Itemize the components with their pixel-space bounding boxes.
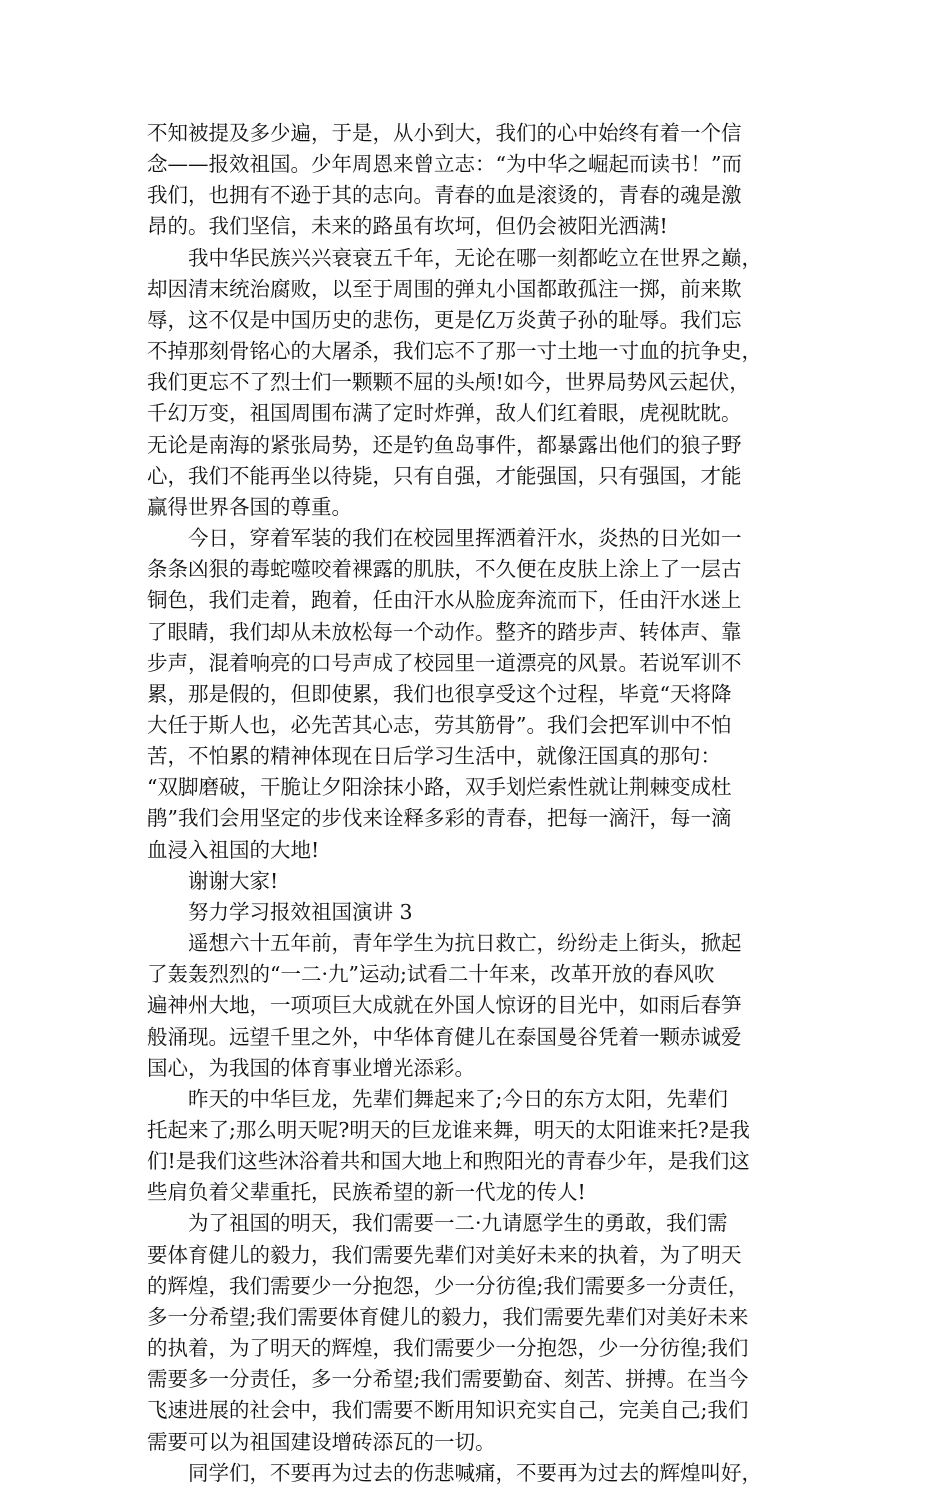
closing-line: 谢谢大家! <box>188 868 279 893</box>
document-page <box>147 118 827 1489</box>
paragraph: 不知被提及多少遍，于是，从小到大，我们的心中始终有着一个信 念——报效祖国。少年周恩来曾立志：“为中华之崛起而读书！”而 我们，也拥有不逊于其的志向。青春的血是滚烫的，青春的魂是激 昂的。我们坚信，未来的路虽有坎坷，但仍会被阳光洒满! <box>147 121 742 239</box>
paragraph: 同学们，不要再为过去的伤悲喊痛，不要再为过去的辉煌叫好， <box>188 1460 762 1485</box>
paragraph: 为了祖国的明天，我们需要一二·九请愿学生的勇敢，我们需 要体育健儿的毅力，我们需要先辈们对美好未来的执着，为了明天 的辉煌，我们需要少一分抱怨，少一分彷徨;我们需要多一分责任， 多一分希望;我们需要体育健儿的毅力，我们需要先辈们对美好未来 的执着，为了明天的辉煌，我们需要少一分抱怨，少一分彷徨;我们 需要多一分责任，多一分希望;我们需要勤奋、刻苦、拼搏。在当今 飞速进展的社会中，我们需要不断用知识充实自己，完美自己;我们 需要可以为祖国建设增砖添瓦的一切。 <box>147 1211 749 1454</box>
paragraph: 昨天的中华巨龙，先辈们舞起来了;今日的东方太阳，先辈们 托起来了;那么明天呢?明天的巨龙谁来舞，明天的太阳谁来托?是我 们!是我们这些沐浴着共和国大地上和煦阳光的青春少年，是我们这 些肩负着父辈重托，民族希望的新一代龙的传人! <box>147 1086 750 1205</box>
paragraph: 我中华民族兴兴衰衰五千年，无论在哪一刻都屹立在世界之巅， 却因清末统治腐败，以至于周围的弹丸小国都敢孤注一掷，前来欺 辱，这不仅是中国历史的悲伤，更是亿万炎黄子孙的耻辱。我们忘 不掉那刻骨铭心的大屠杀，我们忘不了那一寸土地一寸血的抗争史， 我们更忘不了烈士们一颗颗不屈的头颅!如今，世界局势风云起伏， 千幻万变，祖国周围布满了定时炸弹，敌人们红着眼，虎视眈眈。 无论是南海的紧张局势，还是钓鱼岛事件，都暴露出他们的狼子野 心，我们不能再坐以待毙，只有自强，才能强国，只有强国，才能 赢得世界各国的尊重。 <box>147 245 762 519</box>
paragraph: 今日，穿着军装的我们在校园里挥洒着汗水，炎热的日光如一 条条凶狠的毒蛇噬咬着裸露的肌肤，不久便在皮肤上涂上了一层古 铜色，我们走着，跑着，任由汗水从脸庞奔流而下，任由汗水迷上 了眼睛，我们却从未放松每一个动作。整齐的踏步声、转体声、靠 步声，混着响亮的口号声成了校园里一道漂亮的风景。若说军训不 累，那是假的，但即使累，我们也很享受这个过程，毕竟“天将降 大任于斯人也，必先苦其心志，劳其筋骨”。我们会把军训中不怕 苦，不怕累的精神体现在日后学习生活中，就像汪国真的那句： “双脚磨破，干脆让夕阳涂抹小路，双手划烂索性就让荆棘变成杜 鹃”我们会用坚定的步伐来诠释多彩的青春，把每一滴汗，每一滴 血浸入祖国的大地! <box>147 526 742 862</box>
paragraph: 遥想六十五年前，青年学生为抗日救亡，纷纷走上街头，掀起 了轰轰烈烈的“一二·九”运动;试看二十年来，改革开放的春风吹 遍神州大地，一项项巨大成就在外国人惊讶的目光中，如雨后春笋 般涌现。远望千里之外，中华体育健儿在泰国曼谷凭着一颗赤诚爱 国心，为我国的体育事业增光添彩。 <box>147 931 742 1080</box>
section-heading: 努力学习报效祖国演讲 3 <box>188 899 413 924</box>
